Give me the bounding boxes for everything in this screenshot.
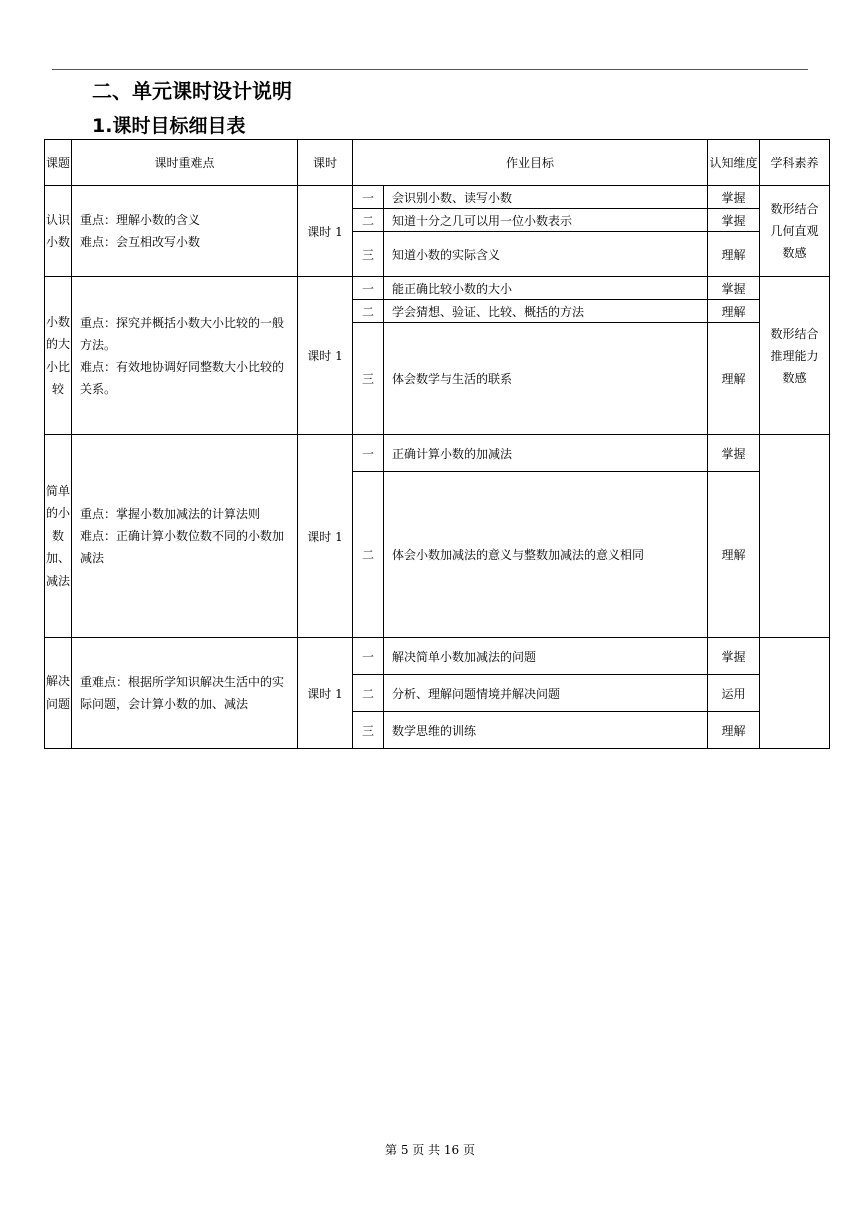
dimension-cell: 理解	[708, 232, 760, 277]
literacy-item: 几何直观	[770, 224, 819, 238]
goal-number: 一	[353, 435, 384, 472]
goal-number: 一	[353, 277, 384, 300]
goal-number: 二	[353, 675, 384, 712]
literacy-item: 数感	[782, 246, 807, 260]
key-point: 重点：掌握小数加减法的计算法则	[80, 507, 261, 521]
goal-number: 二	[353, 209, 384, 232]
dimension-cell: 掌握	[708, 186, 760, 209]
goal-number: 二	[353, 472, 384, 638]
header-key-points: 课时重难点	[72, 140, 298, 186]
period-cell: 课时 1	[298, 186, 353, 277]
period-cell: 课时 1	[298, 277, 353, 435]
lesson-goals-table	[44, 139, 830, 749]
table-row	[45, 435, 830, 472]
goal-number: 三	[353, 712, 384, 749]
dimension-cell: 理解	[708, 472, 760, 638]
goal-number: 一	[353, 186, 384, 209]
key-points-cell	[72, 638, 298, 749]
dimension-cell: 运用	[708, 675, 760, 712]
goal-text: 知道小数的实际含义	[384, 232, 708, 277]
table-row	[45, 186, 830, 209]
key-points-cell	[72, 186, 298, 277]
header-dimension: 认知维度	[708, 140, 760, 186]
section-title: 二、单元课时设计说明	[92, 79, 292, 103]
goal-text: 能正确比较小数的大小	[384, 277, 708, 300]
goal-text: 分析、理解问题情境并解决问题	[384, 675, 708, 712]
dimension-cell: 掌握	[708, 435, 760, 472]
goal-number: 三	[353, 323, 384, 435]
key-points-cell	[72, 435, 298, 638]
goal-text: 学会猜想、验证、比较、概括的方法	[384, 300, 708, 323]
literacy-item: 数感	[782, 370, 807, 385]
topic-cell: 解决问题	[45, 638, 72, 749]
literacy-cell	[760, 277, 830, 435]
literacy-cell	[760, 638, 830, 749]
goal-text: 知道十分之几可以用一位小数表示	[384, 209, 708, 232]
goal-number: 一	[353, 638, 384, 675]
key-point: 难点：会互相改写小数	[80, 235, 201, 249]
key-point: 难点：正确计算小数位数不同的小数加减法	[80, 529, 285, 565]
topic-cell: 认识小数	[45, 186, 72, 277]
goal-text: 解决简单小数加减法的问题	[384, 638, 708, 675]
dimension-cell: 理解	[708, 323, 760, 435]
goal-text: 会识别小数、读写小数	[384, 186, 708, 209]
header-period: 课时	[298, 140, 353, 186]
literacy-cell	[760, 435, 830, 638]
literacy-item: 数形结合	[770, 326, 819, 341]
goal-text: 体会数学与生活的联系	[384, 323, 708, 435]
goal-text: 正确计算小数的加减法	[384, 435, 708, 472]
key-point: 难点：有效地协调好同整数大小比较的关系。	[80, 359, 285, 396]
key-point: 重点：理解小数的含义	[80, 213, 201, 227]
header-topic: 课题	[45, 140, 72, 186]
goal-number: 二	[353, 300, 384, 323]
literacy-item: 数形结合	[770, 202, 819, 216]
period-cell: 课时 1	[298, 435, 353, 638]
subsection-title: 1.课时目标细目表	[92, 115, 246, 137]
dimension-cell: 理解	[708, 712, 760, 749]
header-goal: 作业目标	[353, 140, 708, 186]
dimension-cell: 掌握	[708, 209, 760, 232]
goal-text: 体会小数加减法的意义与整数加减法的意义相同	[384, 472, 708, 638]
topic-cell: 小数的大小比较	[45, 277, 72, 435]
key-point: 重点：探究并概括小数大小比较的一般方法。	[80, 315, 285, 352]
dimension-cell: 掌握	[708, 638, 760, 675]
goal-text: 数学思维的训练	[384, 712, 708, 749]
literacy-cell	[760, 186, 830, 277]
table-row	[45, 277, 830, 300]
key-points-cell	[72, 277, 298, 435]
topic-cell: 简单的小数加、减法	[45, 435, 72, 638]
key-point: 重难点：根据所学知识解决生活中的实际问题，会计算小数的加、减法	[80, 675, 285, 711]
page-footer: 第 5 页 共 16 页	[385, 1143, 475, 1157]
literacy-item: 推理能力	[770, 348, 819, 363]
header-rule	[52, 69, 808, 70]
dimension-cell: 掌握	[708, 277, 760, 300]
header-literacy: 学科素养	[760, 140, 830, 186]
period-cell: 课时 1	[298, 638, 353, 749]
dimension-cell: 理解	[708, 300, 760, 323]
goal-number: 三	[353, 232, 384, 277]
table-header-row	[45, 140, 830, 186]
table-row	[45, 638, 830, 675]
